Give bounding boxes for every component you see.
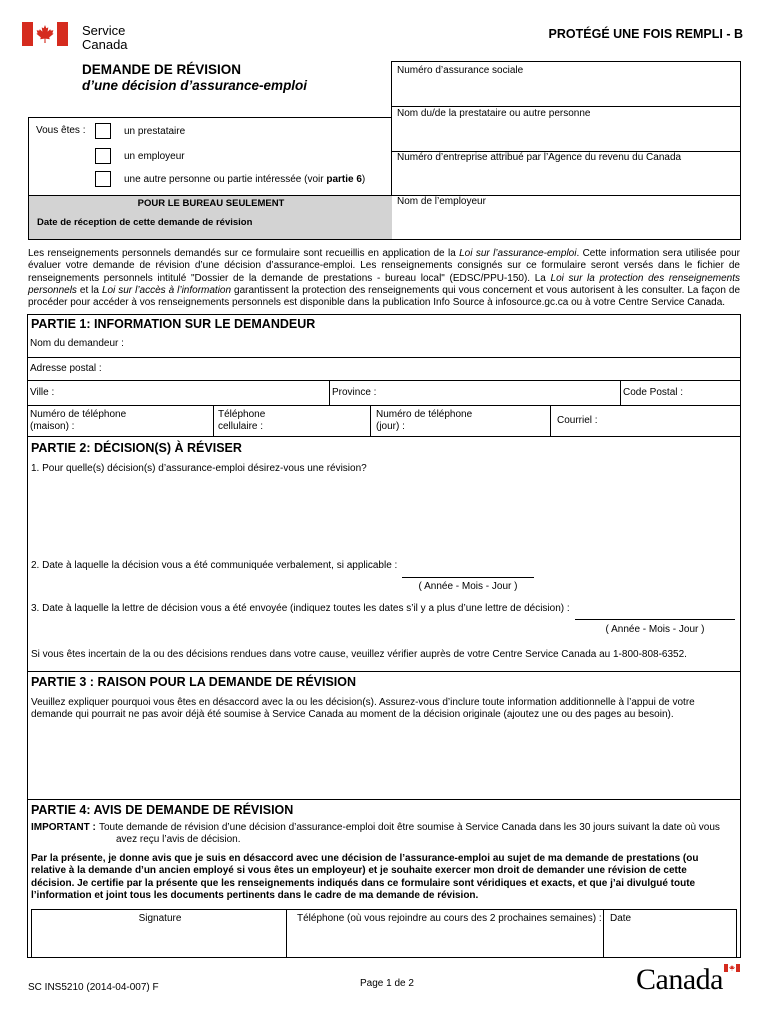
applicant-name-label: Nom du demandeur : (30, 338, 124, 349)
verbal-date-format: ( Année - Mois - Jour ) (418, 581, 518, 592)
part4-title: PARTIE 4: AVIS DE DEMANDE DE RÉVISION (31, 803, 294, 817)
page-number: Page 1 de 2 (360, 978, 414, 989)
privacy-text-1: Les renseignements personnels demandés sur ce formulaire sont recueillis en application de la (28, 248, 460, 259)
part2-note: Si vous êtes incertain de la ou des décisions rendues dans votre cause, veuillez vérifier auprès de votre Centre Service Canada au 1-800-808-6352. (31, 649, 687, 660)
option-employer-label: un employeur (124, 151, 185, 162)
signature-box[interactable] (31, 909, 287, 958)
letter-date-input[interactable] (575, 606, 735, 620)
part1-title: PARTIE 1: INFORMATION SUR LE DEMANDEUR (31, 317, 316, 331)
employer-name-field[interactable] (391, 195, 741, 240)
part3-instructions: Veuillez expliquer pourquoi vous êtes en désaccord avec la ou les décision(s). Assurez-vous d’inclure toute information additionnelle à l’appui de votre demande qui pourrait ne pas avoir déjà été soumise à Service Canada au moment de la décision originale (ajoutez une ou des pages au besoin). (31, 697, 695, 721)
part2-q1: 1. Pour quelle(s) décision(s) d’assurance-emploi désirez-vous une révision? (31, 463, 367, 474)
cell-phone-field[interactable] (214, 406, 370, 436)
claimant-name-label: Nom du/de la prestataire ou autre personne (397, 108, 591, 119)
letter-date-format: ( Année - Mois - Jour ) (605, 624, 705, 635)
home-phone-label-1: Numéro de téléphone (30, 409, 127, 420)
day-phone-label-1: Numéro de téléphone (376, 409, 473, 420)
canada-wordmark-text: Canada (636, 963, 723, 996)
form-code: SC INS5210 (2014-04-007) F (28, 982, 159, 993)
reason-textarea[interactable] (31, 724, 737, 798)
part2-title: PARTIE 2: DÉCISION(S) À RÉVISER (31, 441, 242, 455)
checkbox-claimant[interactable] (95, 123, 111, 139)
sin-label: Numéro d’assurance sociale (397, 65, 524, 76)
option-claimant-label: un prestataire (124, 126, 186, 137)
decisions-textarea[interactable] (31, 477, 737, 557)
privacy-text-2: . Cette information sera utilisée pour évaluer votre demande de révision d’une décision d’assurance-emploi. Les renseignements consignés sur ce formulaire seront versés dans le fichier de renseignements personnels intitulé "Dossier de la demande de prestations - bureau local" (EDSC/PPU-150). La (28, 248, 740, 284)
part3-title: PARTIE 3 : RAISON POUR LA DEMANDE DE RÉVISION (31, 675, 357, 689)
privacy-text-3: et la (76, 284, 102, 296)
checkbox-other-party[interactable] (95, 171, 111, 187)
office-use-title: POUR LE BUREAU SEULEMENT (137, 198, 285, 209)
date-box[interactable] (603, 909, 737, 958)
protected-label: PROTÉGÉ UNE FOIS REMPLI - B (548, 27, 743, 41)
cell-phone-label-1: Téléphone (218, 409, 266, 420)
postal-code-field[interactable] (621, 381, 740, 405)
email-field[interactable] (551, 406, 740, 436)
postal-code-label: Code Postal : (623, 387, 684, 398)
checkbox-employer[interactable] (95, 148, 111, 164)
part2-q3: 3. Date à laquelle la lettre de décision vous a été envoyée (indiquez toutes les dates s’il y a plus d’une lettre de décision) : (31, 603, 570, 614)
form-subtitle: d’une décision d’assurance-emploi (82, 78, 308, 93)
privacy-act-ei: Loi sur l’assurance-emploi (459, 248, 577, 259)
reception-date-label: Date de réception de cette demande de révision (37, 217, 253, 228)
email-label: Courriel : (557, 415, 598, 426)
wordmark-flag-icon (724, 964, 740, 972)
you-are-label: Vous êtes : (36, 125, 86, 136)
city-label: Ville : (30, 387, 55, 398)
option-other-text: une autre personne ou partie intéressée (voir (124, 174, 327, 185)
important-text-1: Toute demande de révision d’une décision d’assurance-emploi doit être soumise à Service Canada dans les 30 jours suivant la date où vous (99, 822, 720, 833)
date-label: Date (610, 913, 632, 924)
postal-address-label: Adresse postal : (30, 363, 102, 374)
claimant-name-field[interactable] (391, 106, 741, 152)
applicant-name-field[interactable] (28, 334, 740, 358)
privacy-statement (28, 248, 740, 309)
cell-phone-label-2: cellulaire : (218, 421, 264, 432)
day-phone-field[interactable] (371, 406, 550, 436)
declaration-text: Par la présente, je donne avis que je suis en désaccord avec une décision de l’assurance-emploi au sujet de ma demande de prestations (ou relative à la demande d’un ancien employé si vous êtes un employeur) et je souhaite exercer mon droit de demander une révision de cette décision. Je certifie par la présente que les renseignements indiqués dans ce formulaire sont véridiques et exacts, et que j’ai divulgué toute l’information et joint tous les documents pertinents dans le cadre de ma demande de révision. (31, 853, 699, 901)
employer-name-label: Nom de l’employeur (397, 196, 486, 207)
dept-name-line1: Service (82, 23, 126, 38)
part2-q2: 2. Date à laquelle la décision vous a été communiquée verbalement, si applicable : (31, 560, 398, 571)
canada-wordmark (636, 962, 742, 994)
privacy-text-4: garantissent la protection des renseignements qui vous concernent et vous autorisent à les consulter. La façon de procéder pour accéder à vos renseignements personnels est disponible dans la publication Info Source à infosource.gc.ca ou à votre Centre Service Canada. (28, 284, 741, 309)
home-phone-field[interactable] (28, 406, 213, 436)
business-number-field[interactable] (391, 151, 741, 196)
province-field[interactable] (330, 381, 620, 405)
option-other-part-ref: partie 6 (326, 174, 362, 185)
important-text-2: avez reçu l’avis de décision. (116, 834, 241, 845)
contact-phone-box[interactable] (286, 909, 604, 958)
canada-flag-icon (22, 22, 68, 46)
verbal-date-input[interactable] (402, 564, 534, 578)
business-number-label: Numéro d’entreprise attribué par l’Agence du revenu du Canada (397, 152, 682, 163)
divider (28, 436, 740, 437)
important-label: IMPORTANT : (31, 822, 96, 833)
privacy-act-privacy: Loi sur la protection des renseignements personnels (28, 272, 740, 296)
province-label: Province : (332, 387, 377, 398)
office-use-box (28, 195, 392, 240)
contact-phone-label: Téléphone (où vous rejoindre au cours des 2 prochaines semaines) : (297, 913, 602, 924)
dept-name-line2: Canada (82, 37, 128, 52)
divider (28, 671, 740, 672)
home-phone-label-2: (maison) : (30, 421, 75, 432)
postal-address-field[interactable] (28, 358, 740, 380)
divider (28, 799, 740, 800)
privacy-act-access: Loi sur l’accès à l’information (101, 284, 232, 296)
option-other-close: ) (361, 174, 366, 185)
sin-field[interactable] (391, 61, 741, 107)
signature-label: Signature (138, 913, 182, 924)
day-phone-label-2: (jour) : (376, 421, 405, 432)
option-other-label (124, 174, 365, 186)
city-field[interactable] (28, 381, 329, 405)
form-title: DEMANDE DE RÉVISION (82, 62, 242, 77)
